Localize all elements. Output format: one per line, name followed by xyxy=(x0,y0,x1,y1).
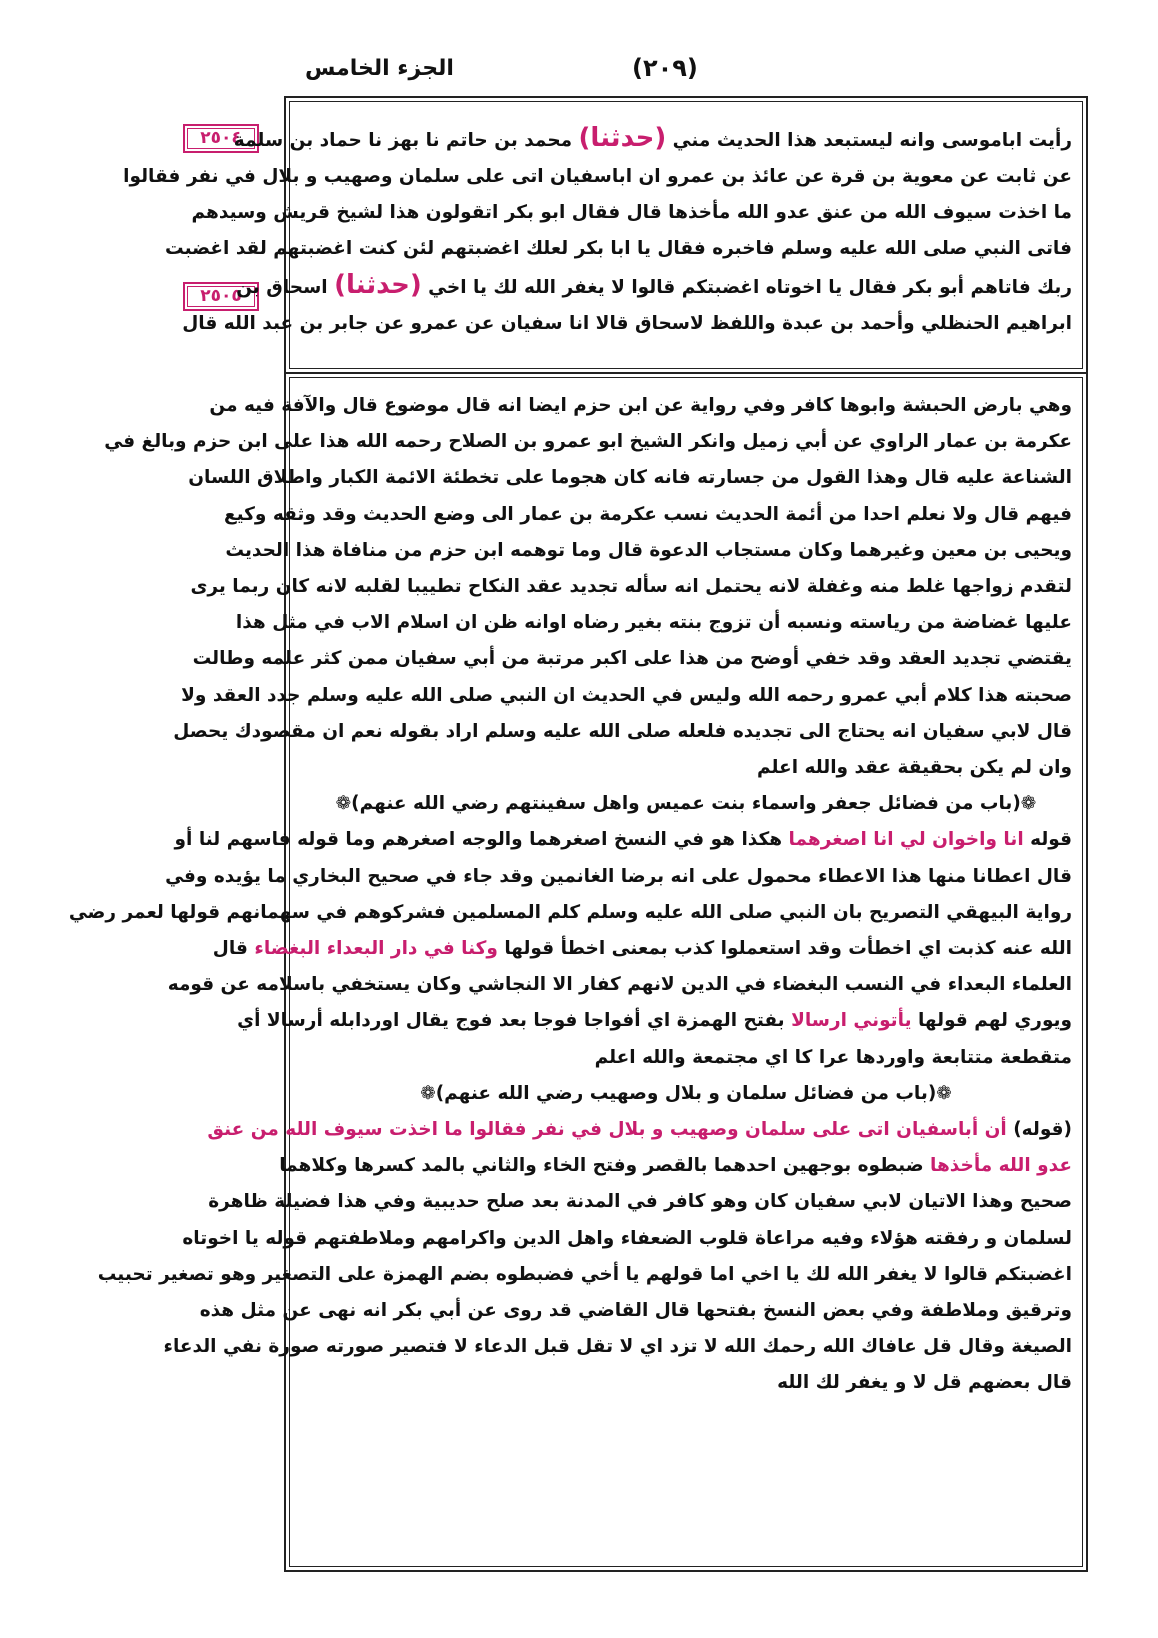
text-run: قال اعطانا منها هذا الاعطاء محمول على انه برضا الغانمين وقد جاء في صحيح البخاري ما يؤيده وفي xyxy=(165,865,1072,887)
text-line xyxy=(97,1257,1072,1293)
text-run: وهي بارض الحبشة وابوها كافر وفي رواية عن ابن حزم ايضا انه قال موضوع قال والآفة فيه من xyxy=(209,395,1072,416)
text-run: عن ثابت عن معوية بن قرة عن عائذ بن عمرو ان اباسفيان اتى على سلمان وصهيب و بلال في نفر فقالوا xyxy=(123,166,1072,187)
text-line xyxy=(300,1365,1072,1401)
text-run: وان لم يكن بحقيقة عقد والله اعلم xyxy=(757,757,1072,779)
commentary-frame xyxy=(68,372,1088,1572)
text-run: العلماء البعداء في النسب البغضاء في الدين لانهم كفار الا النجاشي وكان يستخفي باسلامه عن قومه xyxy=(167,974,1072,996)
text-run: الله عنه كذبت اي اخطأت وقد استعملوا كذب بمعنى اخطأ قولها xyxy=(497,938,1072,960)
text-run: قال لابي سفيان انه يحتاج الى تجديده فلعله صلى الله عليه وسلم اراد بقوله نعم ان مقصودك يحصل xyxy=(173,720,1072,742)
text-line xyxy=(279,1148,1072,1184)
text-run: لسلمان و رفقته هؤلاء وفيه مراعاة قلوب الضعفاء واهل الدين واكرامهم وملاطفتهم قوله يا اخوتاه xyxy=(182,1227,1072,1249)
highlighted-phrase: (حدثنا) xyxy=(578,123,667,153)
hadith-number-badge: ٢٥٠٥ xyxy=(183,282,259,311)
text-line xyxy=(207,1112,1072,1148)
text-line xyxy=(182,306,1072,342)
text-run: الصيغة وقال قل عافاك الله رحمك الله لا تزد اي لا تقل قبل الدعاء لا فتصير صورته صورة نفي الدعاء xyxy=(163,1336,1072,1358)
highlighted-phrase: أن أباسفيان اتى على سلمان وصهيب و بلال في نفر فقالوا ما اخذت سيوف الله من عنق xyxy=(207,1119,1007,1141)
text-line xyxy=(68,895,1072,931)
text-run: ضبطوه بوجهين احدهما بالقصر وفتح الخاء والثاني بالمد كسرها وكلاهما xyxy=(279,1155,931,1177)
text-run: ربك فاتاهم أبو بكر فقال يا اخوتاه اغضبتكم قالوا لا يغفر الله لك يا اخي xyxy=(421,277,1072,298)
text-line xyxy=(237,1003,1072,1039)
commentary-text-block xyxy=(68,388,1072,1402)
text-run: وترقيق وملاطفة وفي بعض النسخ بفتحها قال القاضي قد روى عن أبي بكر انه نهى عن مثل هذه xyxy=(199,1300,1072,1322)
text-line xyxy=(235,605,1072,641)
text-run: قال xyxy=(212,938,255,960)
highlighted-phrase: يأتوني ارسالا xyxy=(791,1010,912,1032)
highlighted-phrase: انا واخوان لي انا اصغرهما xyxy=(788,829,1024,851)
text-run: صحيح وهذا الاتيان لابي سفيان كان وهو كافر في المدنة بعد صلح حديبية وفي هذا فضيلة ظاهرة xyxy=(208,1191,1072,1213)
text-line xyxy=(167,967,1072,1003)
text-run: ❁(باب من فضائل سلمان و بلال وصهيب رضي الله عنهم)❁ xyxy=(420,1082,952,1104)
text-run: اسحاق بن xyxy=(236,277,335,298)
text-run: بفتح الهمزة اي أفواجا فوجا بعد فوج يقال اوردابله أرسالا أي xyxy=(237,1010,792,1032)
text-run: عليها غضاضة من رياسته ونسبه أن تزوج بنته بغير رضاه اوانه ظن ان اسلام الاب في مثل هذا xyxy=(235,612,1072,634)
text-run: ويحيى بن معين وغيرهما وكان مستجاب الدعوة قال وما توهمه ابن حزم من منافاة هذا الحديث xyxy=(225,539,1072,561)
text-line xyxy=(192,641,1072,677)
text-run: يقتضي تجديد العقد وقد خفي أوضح من هذا على اكبر مرتبة من أبي سفيان ممن كثر علمه وطالت xyxy=(192,648,1072,670)
text-line xyxy=(104,424,1072,460)
text-line xyxy=(208,1184,1072,1220)
text-line xyxy=(300,750,1072,786)
running-header-title: الجزء الخامس xyxy=(305,56,454,81)
text-run: هكذا هو في النسخ اصغرهما والوجه اصغرهم وما قوله فاسهم لنا أو xyxy=(174,829,789,851)
text-line xyxy=(223,497,1072,533)
text-line xyxy=(190,569,1072,605)
chapter-heading xyxy=(300,786,1072,822)
highlighted-phrase: وكنا في دار البعداء البغضاء xyxy=(254,938,498,960)
text-run: صحبته هذا كلام أبي عمرو رحمه الله وليس في الحديث ان النبي صلى الله عليه وسلم جدد العقد ولا xyxy=(181,684,1072,706)
chapter-heading xyxy=(300,1076,1072,1112)
text-run: لتقدم زواجها غلط منه وغفلة لانه يحتمل انه سأله تجديد عقد النكاح تطييبا لقلبه لانه كان ربما يرى xyxy=(190,576,1072,598)
text-line xyxy=(123,159,1072,195)
text-run: عكرمة بن عمار الراوي عن أبي زميل وانكر الشيخ ابو عمرو بن الصلاح رحمه الله هذا على ابن حزم وبالغ في xyxy=(104,431,1072,453)
text-line xyxy=(188,460,1072,496)
page-number: (٢٠٩) xyxy=(632,54,698,82)
text-line xyxy=(191,195,1072,231)
text-line xyxy=(165,859,1072,895)
text-line xyxy=(236,267,1072,306)
highlighted-phrase: (حدثنا) xyxy=(334,270,422,300)
text-line xyxy=(173,714,1072,750)
text-run: رواية البيهقي التصريح بان النبي صلى الله عليه وسلم كلم المسلمين فشركوهم في سهمانهم قولها لعمر رضي xyxy=(68,901,1072,923)
text-line xyxy=(182,1221,1072,1257)
text-run: ابراهيم الحنظلي وأحمد بن عبدة واللفظ لاسحاق قالا انا سفيان عن عمرو عن جابر بن عبد الله قال xyxy=(182,313,1072,334)
text-run: اغضبتكم قالوا لا يغفر الله لك يا اخي اما قولهم يا أخي فضبطوه بضم الهمزة على التصغير وهو تصغير تحبيب xyxy=(97,1263,1072,1285)
text-line xyxy=(181,678,1072,714)
text-run: محمد بن حاتم نا بهز نا حماد بن سلمة xyxy=(233,130,579,151)
text-run: فيهم قال ولا نعلم احدا من أئمة الحديث نسب عكرمة بن عمار الى وضع الحديث وقد وثقه وكيع xyxy=(223,503,1072,525)
text-run: متقطعة متتابعة واوردها عرا كا اي مجتمعة والله اعلم xyxy=(594,1046,1072,1068)
text-run: ❁(باب من فضائل جعفر واسماء بنت عميس واهل سفينتهم رضي الله عنهم)❁ xyxy=(335,793,1037,815)
text-run: فاتى النبي صلى الله عليه وسلم فاخبره فقال يا ابا بكر لعلك اغضبتهم لئن كنت اغضبتهم لقد اغضبت xyxy=(165,238,1072,259)
text-run: الشناعة عليه قال وهذا القول من جسارته فانه كان هجوما على تخطئة الائمة الكبار واطلاق اللسان xyxy=(188,467,1072,489)
text-line xyxy=(199,1293,1072,1329)
text-run: (قوله) xyxy=(1006,1119,1072,1141)
text-line xyxy=(225,533,1072,569)
text-line xyxy=(165,231,1072,267)
text-run: قوله xyxy=(1023,829,1072,851)
text-line xyxy=(209,388,1072,424)
text-line xyxy=(212,931,1072,967)
text-line xyxy=(163,1329,1072,1365)
text-run: رأيت اباموسى وانه ليستبعد هذا الحديث مني xyxy=(666,130,1072,151)
text-run: ويوري لهم قولها xyxy=(911,1010,1072,1032)
text-run: قال بعضهم قل لا و يغفر لك الله xyxy=(777,1372,1072,1394)
text-line xyxy=(174,822,1072,858)
text-line xyxy=(300,1040,1072,1076)
hadith-number-badge: ٢٥٠٤ xyxy=(183,124,259,153)
text-line xyxy=(233,120,1072,159)
highlighted-phrase: عدو الله مأخذها xyxy=(930,1155,1072,1177)
text-run: ما اخذت سيوف الله من عنق عدو الله مأخذها قال فقال ابو بكر اتقولون هذا لشيخ قريش وسيدهم xyxy=(191,202,1072,223)
